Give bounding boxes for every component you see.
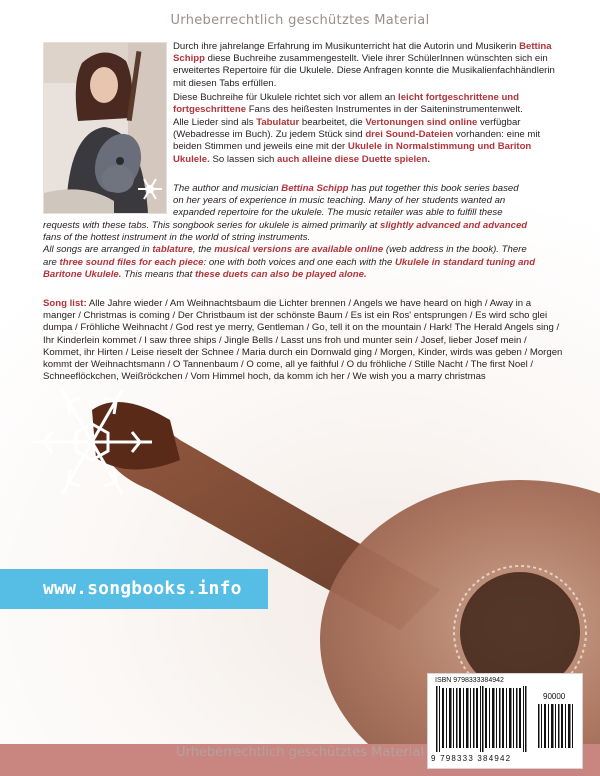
english-text: expanded repertoire for the ukulele. The music retailer was able to fulfill these [173, 207, 503, 219]
english-alone: these duets can also be played alone. [194, 268, 367, 280]
english-text: The author and musician [173, 183, 282, 194]
price-code: 90000 [543, 692, 566, 701]
english-description [173, 183, 565, 220]
isbn-digits: 9 798333 384942 [431, 754, 512, 763]
english-tuning-2: Baritone Ukulele. [43, 268, 122, 280]
author-name-en: Bettina Schipp [281, 183, 349, 194]
english-text: on her years of experience in music teaching. Many of her students wanted an [173, 195, 506, 207]
german-alone: auch alleine diese Duette spielen. [277, 153, 431, 165]
german-text: vorhanden: eine mit beiden Stimmen und jeweils eine mit der [173, 129, 541, 153]
german-sound: drei Sound-Dateien [365, 129, 454, 141]
english-text: This means that [121, 268, 195, 280]
english-text: , the [192, 244, 215, 256]
english-text: : one with both voices and one each with the [203, 256, 395, 268]
english-tuning: Ukulele in standard tuning and [394, 256, 536, 268]
english-text: are [43, 256, 60, 268]
german-text: verfügbar (Webadresse im Buch). Zu jedem Stück sind [173, 117, 521, 141]
german-description-2 [173, 92, 565, 116]
german-text: Durch ihre jahrelange Erfahrung im Musikunterricht hat die Autorin und Musikerin [173, 41, 520, 52]
german-tab: Tabulatur [256, 117, 300, 128]
english-tab: tablature [152, 244, 193, 256]
website-url[interactable]: www.songbooks.info [43, 578, 242, 599]
english-text: All songs are arranged in [43, 244, 153, 256]
german-text: Fans des heißesten Instrumentes in der Saiteninstrumentenwelt. [246, 104, 523, 116]
author-photo-image [44, 43, 166, 213]
german-description [173, 41, 565, 90]
german-text: Alle Lieder sind als [173, 117, 257, 128]
english-sound: three sound files for each piece [59, 256, 204, 268]
copyright-watermark-top: Urheberrechtlich geschütztes Material [170, 13, 430, 28]
german-text: So lassen sich [209, 153, 277, 165]
german-tuning: Ukulele in Normalstimmung und Bariton Ukulele. [173, 141, 532, 165]
english-text: has put together this book series based [348, 183, 519, 194]
english-level: slightly advanced and advanced [380, 220, 528, 231]
english-text: (web address in the book). There [383, 244, 527, 256]
song-list-text: Alle Jahre wieder / Am Weihnachtsbaum die Lichter brennen / Angels we have heard on high / Away in a manger / Christmas is coming / Der Christbaum ist der schönste Baum / Es ist ein Ros' entsprungen / Es wird scho glei dumpa / Fröhliche Weihnacht / God rest ye merry, Gentleman / Go, tell it on the mountain / Hark! The Herald Angels sing / Ihr Kinderlein kommet / I saw three ships / Jingle Bells / Lasst uns froh und munter sein / Josef, lieber Josef mein / Kommet, ihr Hirten / Leise rieselt der Schnee / Maria durch ein Dornwald ging / Morgen, Kinder, wirds was geben / Morgen kommt der Weihnachtsmann / O Tannenbaum / O come, all ye faithful / O du fröhliche / Stille Nacht / The first Noel / Schneeflöckchen, Weißröckchen / Vom Himmel hoch, da komm ich her / We wish you a marry christmas [43, 298, 563, 383]
english-text: fans of the hottest instrument in the world of string instruments. [43, 232, 311, 244]
german-text: bearbeitet, die [299, 117, 366, 128]
german-level: leicht fortgeschrittene und fortgeschrittene [173, 92, 520, 116]
german-text: Diese Buchreihe für Ukulele richtet sich vor allem an [173, 92, 399, 103]
author-photo [43, 42, 167, 214]
german-online: Vertonungen sind online [365, 117, 478, 128]
song-list-label: Song list: [43, 298, 87, 309]
isbn-label: ISBN 9798333384942 [435, 677, 504, 684]
german-text: diese Buchreihe zusammengestellt. Viele ihrer SchülerInnen wünschten sich ein erweitertes Repertoire für die Ukulele. Diese Anfragen konnte die Musikalienfachhändlerin mit diesen Tabs erfüllen. [173, 53, 555, 89]
english-online: musical versions are available online [214, 244, 384, 256]
english-text: requests with these tabs. This songbook series for ukulele is aimed primarily at [43, 220, 380, 231]
author-name: Bettina Schipp [173, 41, 552, 65]
isbn-barcode [427, 673, 583, 769]
german-description-3 [173, 117, 565, 166]
copyright-watermark-bottom: Urheberrechtlich geschütztes Material [176, 745, 424, 760]
english-description-2 [43, 220, 565, 281]
